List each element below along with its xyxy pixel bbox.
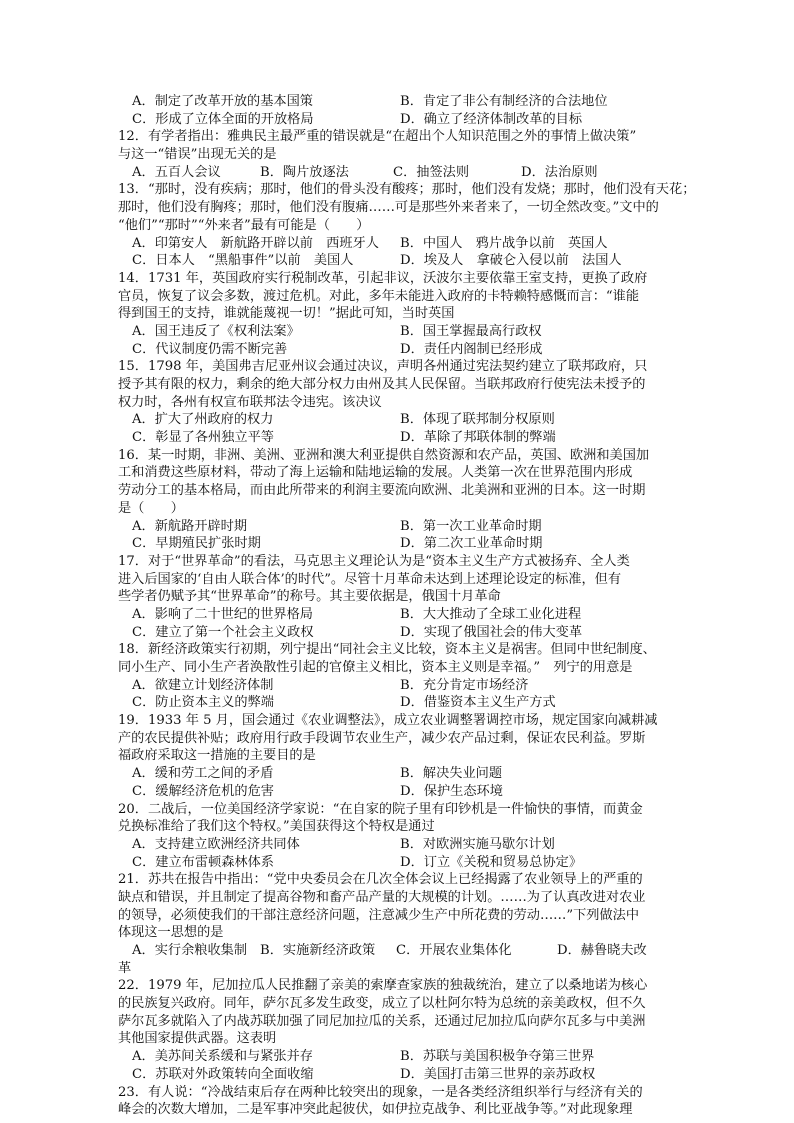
q16-stem-line: 劳动分工的基本格局，而由此所带来的利润主要流向欧洲、北美洲和亚洲的日本。这一时期 [118,483,646,499]
q11-option-a[interactable]: A．制定了改革开放的基本国策 [132,94,313,109]
q19-options-row-2 [118,783,678,801]
q16-stem-line: 工和消费这些原材料，带动了海上运输和陆地运输的发展。人类第一次在世界范围内形成 [118,465,633,481]
q14-option-b[interactable]: B．国王掌握最高行政权 [400,323,542,339]
q15-options-row-1 [118,411,678,429]
q15-stem-line: 授予其有限的权力，剩余的绝大部分权力由州及其人民保留。当联邦政府行使宪法未授予的 [118,377,646,392]
q20-options-row-2 [118,854,678,872]
q20-option-d[interactable]: D．订立《关税和贸易总协定》 [400,854,583,870]
q14-option-c[interactable]: C．代议制度仍需不断完善 [132,341,288,357]
q13-option-b[interactable]: B．中国人 鸦片战争以前 英国人 [400,235,608,251]
q14-options-row-1 [118,323,678,341]
q23-stem-line: 峰会的次数大增加，二是军事冲突此起彼伏，如伊拉克战争、利比亚战争等。”对此现象理 [118,1102,633,1118]
q14-option-d[interactable]: D．责任内阁制已经形成 [400,341,543,357]
q19-stem-line: 产的农民提供补贴；政府用行政手段调节农业生产，减少农产品过剩，保证农民利益。罗斯 [118,730,646,746]
q12-option-b[interactable]: B．陶片放逐法 [260,164,349,180]
q21-stem-line: 体现这一思想的是 [118,925,224,941]
q13-option-d[interactable]: D．埃及人 拿破仑入侵以前 法国人 [400,253,622,269]
q12-options [118,164,678,182]
q22-stem-line: 萨尔瓦多就陷入了内战苏联加强了同尼加拉瓜的关系，还通过尼加拉瓜向萨尔瓦多与中美洲 [118,1013,646,1029]
q14-stem-line: 得到国王的支持，谁就能蔑视一切！”据此可知，当时英国 [118,306,455,322]
q20-option-b[interactable]: B．对欧洲实施马歇尔计划 [400,836,555,852]
q22-option-a[interactable]: A．美苏间关系缓和与紧张并存 [132,1049,313,1065]
q13-stem-line: “他们”“那时”“外来者”最有可能是（ ） [118,217,370,233]
q15-options-row-2 [118,429,678,447]
q21-option-d-continued: 革 [118,960,132,976]
q21-stem-line: 的领导，必须使我们的干部注意经济问题，注意减少生产中所花费的劳动……”下列做法中 [118,907,640,923]
q14-stem-line: 14．1731 年，英国政府实行税制改革，引起非议，沃波尔主要依靠王室支持，更换了政府 [118,270,648,286]
q12-option-c[interactable]: C．抽签法则 [393,164,470,180]
q17-options-row-2 [118,624,678,642]
q19-option-d[interactable]: D．保护生态环境 [400,783,503,799]
q16-option-d[interactable]: D．第二次工业革命时期 [400,536,543,552]
q22-options-row-2 [118,1066,678,1084]
q18-options-row-2 [118,694,678,712]
q18-option-a[interactable]: A．欲建立计划经济体制 [132,677,274,693]
q11-option-c[interactable]: C．形成了立体全面的开放格局 [132,111,314,127]
q20-option-a[interactable]: A．支持建立欧洲经济共同体 [132,836,300,852]
q15-stem-line: 权力时，各州有权宣布联邦法令违宪。该决议 [118,394,382,410]
q16-option-a[interactable]: A．新航路开辟时期 [132,518,248,534]
q16-option-c[interactable]: C．早期殖民扩张时期 [132,536,261,552]
q19-stem-line: 福政府采取这一措施的主要目的是 [118,748,316,764]
q16-options-row-2 [118,535,678,553]
q21-options [118,942,678,960]
q14-options-row-2 [118,341,678,359]
q22-stem-line: 的民族复兴政府。同年，萨尔瓦多发生政变，成立了以杜阿尔特为总统的亲美政权，但不久 [118,996,646,1012]
q21-option-b[interactable]: B．实施新经济政策 [260,943,376,958]
q17-option-a[interactable]: A．影响了二十世纪的世界格局 [132,606,313,622]
q11-options-row-1 [118,93,678,111]
q13-stem-line: 那时，他们没有胸疼；那时，他们没有腹痛……可是那些外来者来了，一切全然改变。”文中的 [118,200,659,216]
q16-stem-line: 是（ ） [118,500,184,516]
q21-option-d[interactable]: D．赫鲁晓夫改 [557,943,647,958]
q19-option-a[interactable]: A．缓和劳工之间的矛盾 [132,766,274,782]
q12-stem-line: 与这一“错误”出现无关的是 [118,147,277,163]
q21-option-a[interactable]: A．实行余粮收集制 [132,943,248,958]
q20-stem-line: 兑换标准给了我们这个特权。”美国获得这个特权是通过 [118,819,435,835]
q19-option-c[interactable]: C．缓解经济危机的危害 [132,783,274,799]
q16-option-b[interactable]: B．第一次工业革命时期 [400,518,542,534]
q20-option-c[interactable]: C．建立布雷顿森林体系 [132,854,274,870]
q11-option-d[interactable]: D．确立了经济体制改革的目标 [400,111,583,127]
q17-option-b[interactable]: B．大大推动了全球工业化进程 [400,606,582,622]
q22-option-b[interactable]: B．苏联与美国积极争夺第三世界 [400,1049,595,1065]
q16-options-row-1 [118,518,678,536]
q21-option-c[interactable]: C．开展农业集体化 [396,943,512,958]
q12-stem-line: 12．有学者指出：雅典民主最严重的错误就是“在超出个人知识范围之外的事情上做决策” [118,129,637,145]
q15-option-a[interactable]: A．扩大了州政府的权力 [132,412,274,428]
q17-option-c[interactable]: C．建立了第一个社会主义政权 [132,624,314,640]
q22-stem-line: 其他国家提供武器。这表明 [118,1031,277,1047]
q17-stem-line: 进入后国家的‘自由人联合体’的时代”。尽管十月革命未达到上述理论设定的标准，但有 [118,571,622,587]
q15-option-c[interactable]: C．彰显了各州独立平等 [132,430,274,446]
exam-page [118,93,696,1119]
q19-option-b[interactable]: B．解决失业问题 [400,766,503,782]
q11-options-row-2 [118,111,678,129]
q13-options-row-1 [118,235,678,253]
q15-option-b[interactable]: B．体现了联邦制分权原则 [400,412,555,428]
q17-stem-line: 17．对于“世界革命”的看法，马克思主义理论认为是“资本主义生产方式被扬弃、全人类 [118,553,630,569]
q22-options-row-1 [118,1048,678,1066]
q20-stem-line: 20．二战后，一位美国经济学家说：“在自家的院子里有印钞机是一件愉快的事情，而黄金 [118,801,643,817]
q18-stem-line: 18．新经济政策实行初期，列宁提出“同社会主义比较，资本主义是祸害。但同中世纪制度、 [118,642,656,658]
q21-stem-line: 缺点和错误，并且制定了提高谷物和畜产品产量的大规模的计划。……为了认真改进对农业 [118,889,646,905]
q12-option-d[interactable]: D．法治原则 [521,164,598,180]
q19-options-row-1 [118,765,678,783]
q22-stem-line: 22．1979 年，尼加拉瓜人民推翻了亲美的索摩查家族的独裁统治，建立了以桑地诺为核心 [118,978,648,994]
q15-stem-line: 15．1798 年，美国弗吉尼亚州议会通过决议，声明各州通过宪法契约建立了联邦政府，只 [118,359,648,375]
q14-stem-line: 官员，恢复了议会多数，渡过危机。对此，多年未能进入政府的卡特赖特感慨而言：“谁能 [118,288,640,304]
q21-stem-line: 21．苏共在报告中指出：“党中央委员会在几次全体会议上已经揭露了农业领导上的严重的 [118,872,643,888]
q18-stem-line: 同小生产、同小生产者涣散性引起的官僚主义相比，资本主义则是幸福。” 列宁的用意是 [118,660,633,675]
q18-option-b[interactable]: B．充分肯定市场经济 [400,677,529,693]
q18-option-c[interactable]: C．防止资本主义的弊端 [132,695,274,711]
q17-options-row-1 [118,606,678,624]
q16-stem-line: 16．某一时期，非洲、美洲、亚洲和澳大利亚提供自然资源和农产品，英国、欧洲和美国加 [118,447,650,463]
q22-option-d[interactable]: D．美国打击第三世界的亲苏政权 [400,1066,596,1082]
q14-option-a[interactable]: A．国王违反了《权利法案》 [132,323,300,339]
q20-options-row-1 [118,836,678,854]
q13-stem-line: 13．“那时，没有疾病；那时，他们的骨头没有酸疼；那时，他们没有发烧；那时，他们没有天花； [118,182,696,198]
q13-option-c[interactable]: C．日本人 “黑船事件”以前 美国人 [132,253,354,269]
q13-options-row-2 [118,252,678,270]
q18-options-row-1 [118,677,678,695]
q18-option-d[interactable]: D．借鉴资本主义生产方式 [400,695,556,711]
q17-stem-line: 些学者仍赋予其“世界革命”的称号。其主要依据是，俄国十月革命 [118,589,501,605]
q22-option-c[interactable]: C．苏联对外政策转向全面收缩 [132,1066,314,1082]
q13-option-a[interactable]: A．印第安人 新航路开辟以前 西班牙人 [132,235,379,251]
q11-option-b[interactable]: B．肯定了非公有制经济的合法地位 [400,94,608,109]
q23-stem-line: 23．有人说：“冷战结束后存在两种比较突出的现象，一是各类经济组织举行与经济有关的 [118,1084,643,1100]
q19-stem-line: 19．1933 年 5 月，国会通过《农业调整法》，成立农业调整署调控市场，规定国家向减耕减 [118,713,658,729]
q15-option-d[interactable]: D．革除了邦联体制的弊端 [400,430,556,446]
q17-option-d[interactable]: D．实现了俄国社会的伟大变革 [400,624,583,640]
q12-option-a[interactable]: A．五百人会议 [132,164,221,180]
